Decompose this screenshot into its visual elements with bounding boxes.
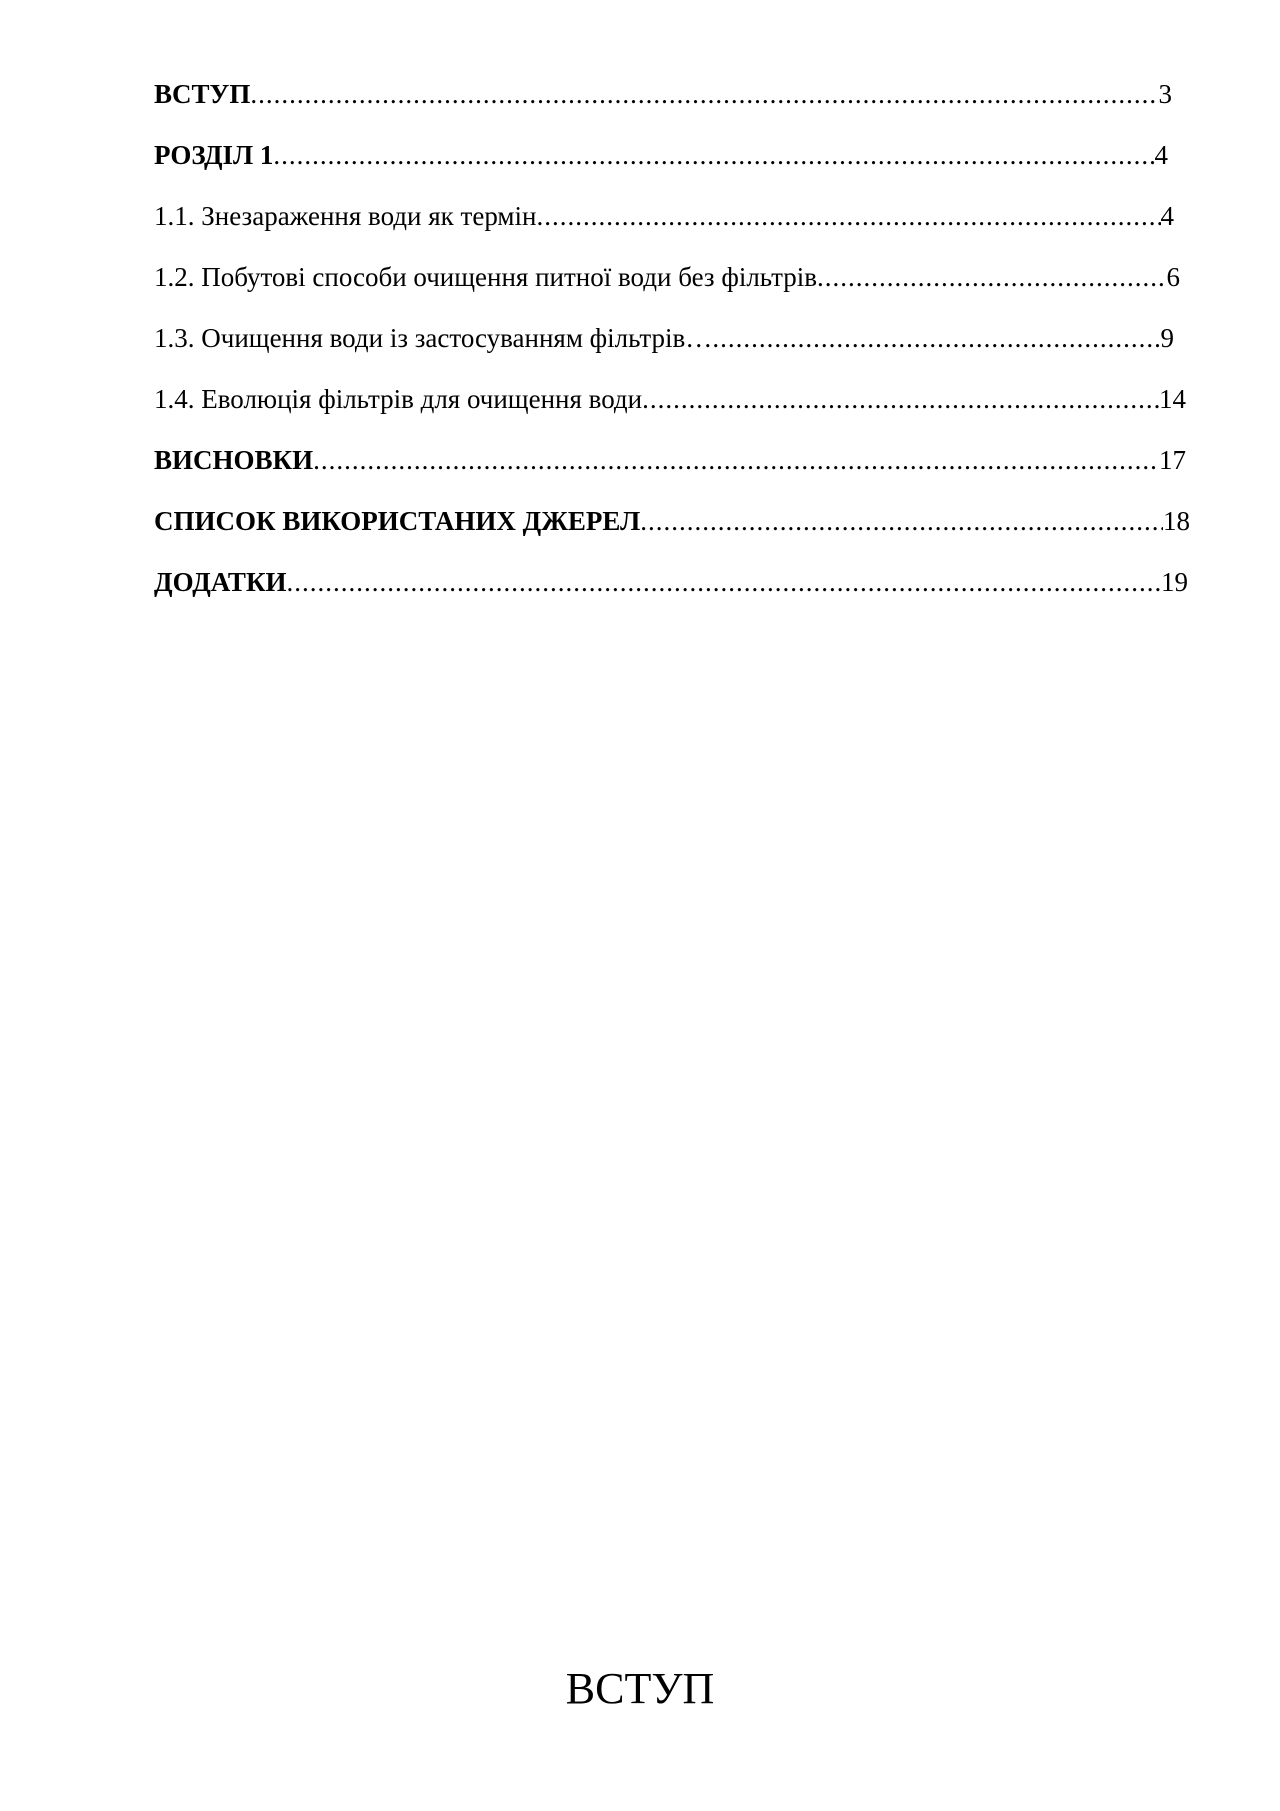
toc-entry-page: 17 [1159,445,1186,475]
toc-dot-leader [313,440,1159,480]
toc-dot-leader [712,318,1160,358]
toc-entry-page: 18 [1163,506,1190,536]
toc-entry-label: 1.2. Побутові способи очищення питної води без фільтрів [154,262,817,292]
toc-entry-label: 1.4. Еволюція фільтрів для очищення води [154,384,643,414]
table-of-contents [154,74,1194,623]
toc-entry-1-1[interactable] [154,196,1174,257]
toc-entry-page: 19 [1161,567,1188,597]
toc-entry-page: 4 [1154,140,1168,170]
toc-dot-leader [250,74,1158,114]
toc-entry-page: 9 [1160,323,1174,353]
toc-entry-label: ВИСНОВКИ [154,445,314,475]
toc-dot-leader [287,562,1161,602]
toc-entry-label: 1.1. Знезараження води як термін [154,201,537,231]
toc-entry-label: ДОДАТКИ [154,567,287,597]
toc-entry-page: 4 [1160,201,1174,231]
toc-entry-page: 14 [1159,384,1186,414]
toc-entry-dodatky[interactable] [154,562,1188,623]
toc-entry-1-2[interactable] [154,257,1180,318]
toc-entry-label: 1.3. Очищення води із застосуванням фільтрів… [154,323,713,353]
toc-entry-rozdil-1[interactable] [154,135,1168,196]
toc-entry-vstup[interactable] [154,74,1172,135]
toc-entry-spysok-dzherel[interactable] [154,501,1190,562]
toc-entry-label: СПИСОК ВИКОРИСТАНИХ ДЖЕРЕЛ [154,506,641,536]
toc-dot-leader [640,501,1163,541]
toc-entry-label: ВСТУП [154,79,251,109]
toc-dot-leader [536,196,1160,236]
toc-entry-label: РОЗДІЛ 1 [154,140,274,170]
toc-entry-page: 6 [1166,262,1180,292]
toc-dot-leader [273,135,1154,175]
section-heading: ВСТУП [565,1664,715,1714]
toc-entry-vysnovky[interactable] [154,440,1186,501]
toc-entry-1-3[interactable] [154,318,1174,379]
toc-entry-1-4[interactable] [154,379,1186,440]
toc-entry-page: 3 [1158,79,1172,109]
toc-dot-leader [817,257,1167,297]
toc-dot-leader [642,379,1159,419]
